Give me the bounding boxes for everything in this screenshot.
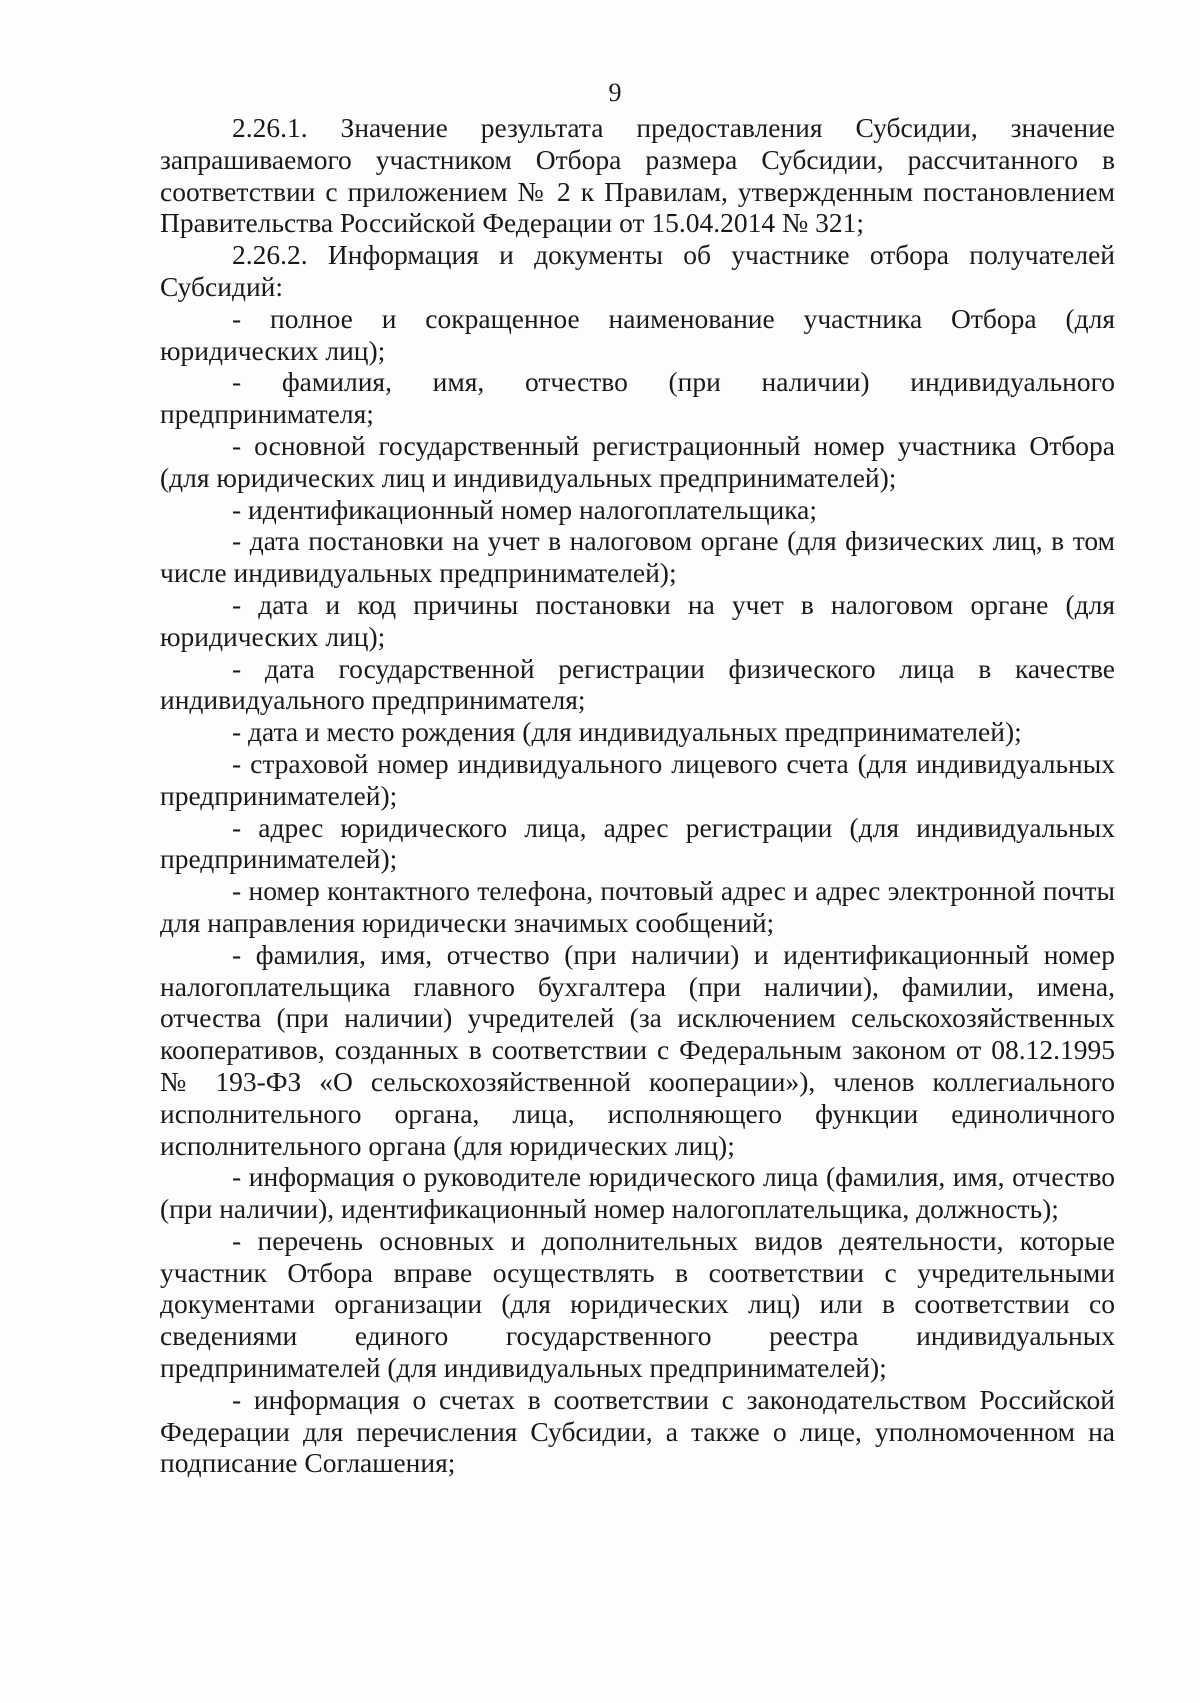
list-item: - информация о счетах в соответствии с законодательством Российской Федерации для перечисления Субсидии, а также о лице, уполномоченном на подписание Соглашения;	[160, 1383, 1115, 1479]
paragraph-2-26-2: 2.26.2. Информация и документы об участнике отбора получателей Субсидий:	[160, 239, 1115, 302]
list-item: - полное и сокращенное наименование участника Отбора (для юридических лиц);	[160, 302, 1115, 366]
page-number: 9	[608, 78, 622, 107]
list-item: - перечень основных и дополнительных видов деятельности, которые участник Отбора вправе осуществлять в соответствии с учредительными документами организации (для юридических лиц) или в соответствии со сведениями единого государственного реестра индивидуальных предпринимателей (для индивидуальных предпринимателей);	[160, 1224, 1115, 1384]
list-item: - идентификационный номер налогоплательщика;	[232, 493, 818, 525]
list-item: - страховой номер индивидуального лицевого счета (для индивидуальных предпринимателей);	[160, 747, 1115, 811]
list-item: - информация о руководителе юридического лица (фамилия, имя, отчество (при наличии), идентификационный номер налогоплательщика, должность);	[160, 1161, 1115, 1225]
list-item: - фамилия, имя, отчество (при наличии) индивидуального предпринимателя;	[160, 366, 1115, 430]
list-item: - дата государственной регистрации физического лица в качестве индивидуального предпринимателя;	[160, 652, 1115, 716]
list-item: - номер контактного телефона, почтовый адрес и адрес электронной почты для направления юридически значимых сообщений;	[160, 875, 1115, 938]
list-item: - фамилия, имя, отчество (при наличии) и идентификационный номер налогоплательщика главного бухгалтера (при наличии), фамилии, имена, отчества (при наличии) учредителей (за исключением сельскохозяйственных кооперативов, созданных в соответствии с Федеральным законом от 08.12.1995 № 193-ФЗ «О сельскохозяйственной кооперации»), членов коллегиального исполнительного органа, лица, исполняющего функции единоличного исполнительного органа (для юридических лиц);	[160, 938, 1115, 1161]
paragraph-2-26-1: 2.26.1. Значение результата предоставления Субсидии, значение запрашиваемого участником Отбора размера Субсидии, рассчитанного в соответствии с приложением № 2 к Правилам, утвержденным постановлением Правительства Российской Федерации от 15.04.2014 № 321;	[160, 112, 1115, 239]
list-item: - дата и место рождения (для индивидуальных предпринимателей);	[232, 716, 1022, 748]
document-body	[160, 112, 1115, 1479]
list-item: - основной государственный регистрационный номер участника Отбора (для юридических лиц и индивидуальных предпринимателей);	[160, 429, 1115, 493]
list-item: - дата и код причины постановки на учет в налоговом органе (для юридических лиц);	[160, 588, 1115, 652]
list-item: - адрес юридического лица, адрес регистрации (для индивидуальных предпринимателей);	[160, 811, 1115, 875]
list-item: - дата постановки на учет в налоговом органе (для физических лиц, в том числе индивидуальных предпринимателей);	[160, 525, 1115, 589]
